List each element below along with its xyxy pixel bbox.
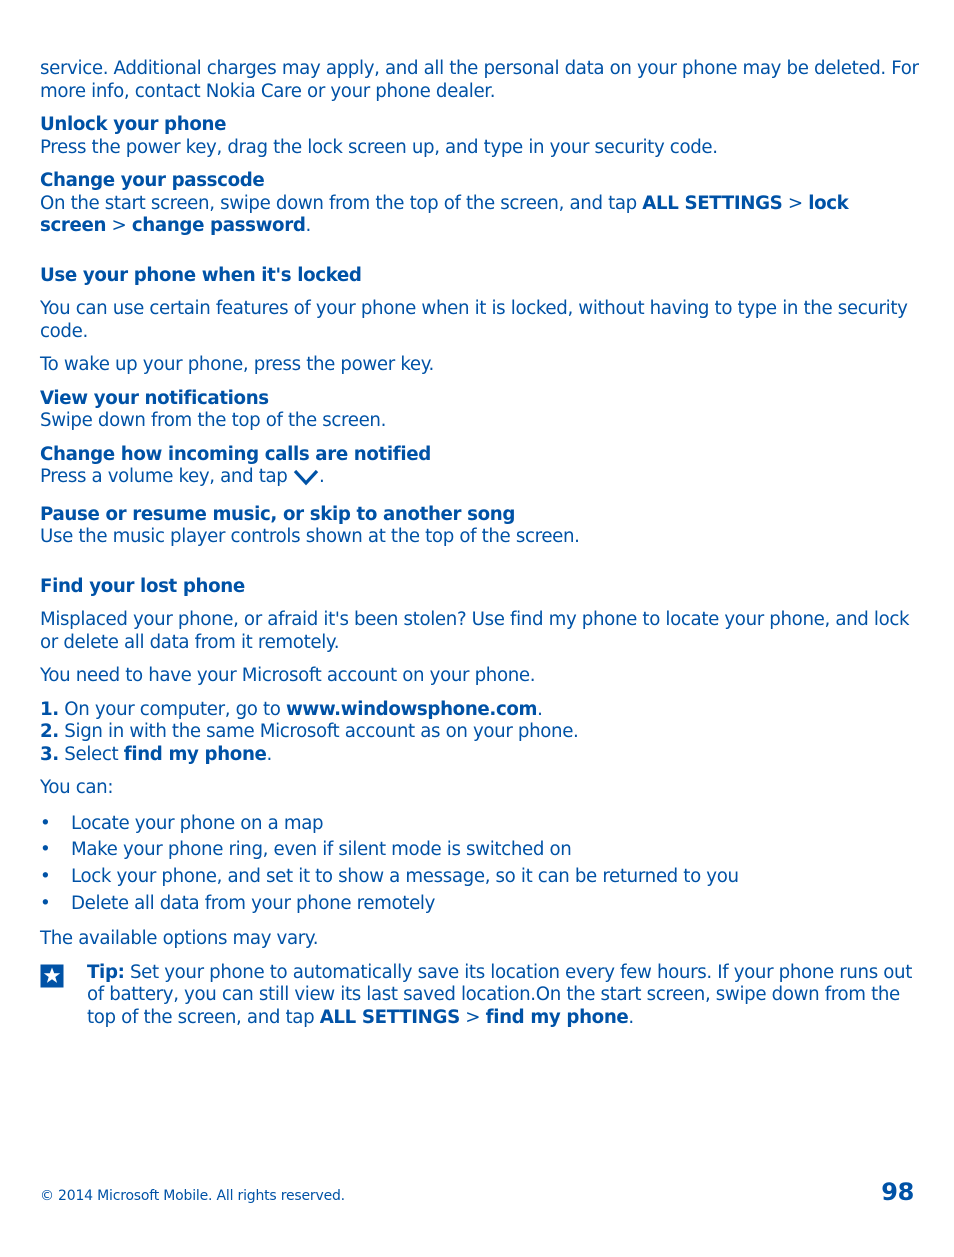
find-my-phone-label: find my phone [485, 1006, 629, 1028]
options-vary-text: The available options may vary. [40, 928, 319, 950]
passcode-text [40, 193, 920, 238]
notifications-block [40, 388, 920, 433]
you-can-text: You can: [40, 777, 114, 798]
all-settings-label: ALL SETTINGS [642, 192, 783, 214]
list-item [40, 891, 920, 918]
list-item-text: Locate your phone on a map [71, 812, 324, 834]
tip-box [40, 962, 920, 1030]
tip-text [87, 962, 920, 1030]
passcode-text-start: On the start screen, swipe down from the top of the screen, and tap [40, 192, 643, 214]
chevron-down-icon [293, 468, 319, 493]
period: . [318, 466, 325, 487]
separator: > [106, 215, 132, 236]
unlock-block [40, 114, 920, 159]
locked-intro: You can use certain features of your phone when it is locked, without having to type in the security code. [40, 298, 908, 342]
bullet-icon: • [40, 812, 51, 834]
step-number: 3. [40, 743, 59, 765]
list-item-text: Delete all data from your phone remotely [71, 892, 436, 914]
features-list [40, 811, 920, 918]
lock-screen-label: lock screen [40, 192, 849, 236]
unlock-text: Press the power key, drag the lock screen up, and type in your security code. [40, 136, 718, 158]
notifications-heading: View your notifications [40, 387, 269, 409]
step-item [40, 744, 920, 767]
list-item-text: Lock your phone, and set it to show a message, so it can be returned to you [71, 865, 739, 887]
change-password-label: change password [131, 215, 306, 236]
tip-label: Tip: [87, 961, 125, 983]
steps-list [40, 699, 920, 767]
music-heading: Pause or resume music, or skip to another song [40, 503, 516, 525]
separator: > [459, 1006, 486, 1028]
step-text: On your computer, go to [58, 698, 286, 720]
wake-text: To wake up your phone, press the power key. [40, 354, 434, 375]
step-number: 2. [40, 721, 59, 742]
unlock-heading: Unlock your phone [40, 114, 227, 135]
calls-heading: Change how incoming calls are notified [40, 443, 431, 465]
section-heading-locked: Use your phone when it's locked [40, 264, 362, 286]
list-item [40, 837, 920, 864]
calls-text-start: Press a volume key, and tap [40, 466, 293, 487]
tip-body: Set your phone to automatically save its location every few hours. If your phone runs out of battery, you can still view its last saved location.On the start screen, swipe down from the top of the screen, and tap [87, 961, 913, 1028]
page-number: 98 [881, 1178, 914, 1206]
bullet-icon: • [40, 839, 51, 861]
step-number: 1. [40, 698, 59, 720]
list-item [40, 811, 920, 838]
section-heading-lost: Find your lost phone [40, 575, 245, 597]
all-settings-label: ALL SETTINGS [319, 1006, 460, 1028]
step-item [40, 721, 920, 744]
notifications-text: Swipe down from the top of the screen. [40, 410, 387, 431]
calls-text [40, 466, 920, 493]
bullet-icon: • [40, 865, 51, 887]
find-my-phone-label: find my phone [123, 743, 267, 765]
period: . [628, 1006, 634, 1028]
step-text: Sign in with the same Microsoft account as on your phone. [58, 721, 579, 742]
period: . [537, 698, 543, 720]
copyright-text: © 2014 Microsoft Mobile. All rights reserved. [40, 1188, 345, 1204]
website-link: www.windowsphone.com [285, 698, 538, 720]
separator: > [782, 192, 809, 214]
list-item [40, 864, 920, 891]
passcode-heading: Change your passcode [40, 170, 265, 191]
calls-block [40, 444, 920, 493]
intro-paragraph: service. Additional charges may apply, and all the personal data on your phone may be deleted. For more info, contact Nokia Care or your phone dealer. [40, 58, 919, 102]
music-block [40, 504, 920, 549]
list-item-text: Make your phone ring, even if silent mode is switched on [71, 839, 572, 861]
passcode-block [40, 170, 920, 238]
account-text: You need to have your Microsoft account on your phone. [40, 665, 536, 686]
star-icon [40, 964, 64, 988]
period: . [266, 743, 272, 765]
step-item [40, 699, 920, 722]
step-text: Select [58, 743, 124, 765]
lost-intro: Misplaced your phone, or afraid it's been stolen? Use find my phone to locate your phone, and lock or delete all data from it remotely. [40, 609, 910, 653]
page-content [40, 58, 920, 1029]
bullet-icon: • [40, 892, 51, 914]
period: . [305, 215, 311, 236]
music-text: Use the music player controls shown at the top of the screen. [40, 526, 580, 547]
